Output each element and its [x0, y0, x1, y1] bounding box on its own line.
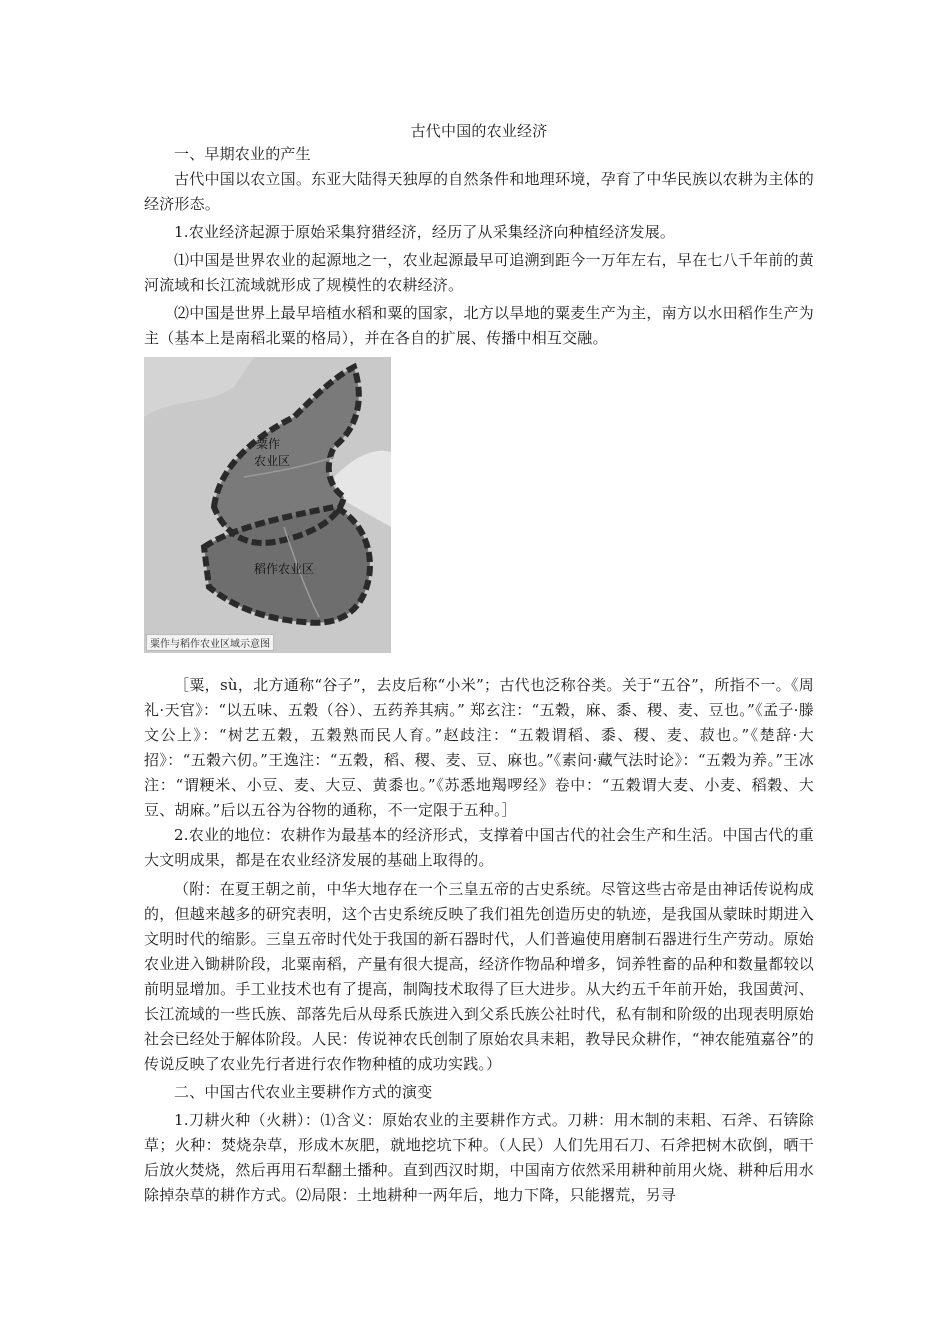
- paragraph-6: 2.农业的地位：农耕作为最基本的经济形式，支撑着中国古代的社会生产和生活。中国古代的重大文明成果，都是在农业经济发展的基础上取得的。: [144, 826, 814, 869]
- section-heading-2: 二、中国古代农业主要耕作方式的演变: [174, 1083, 433, 1101]
- map-label-rice-region: 稻作农业区: [254, 562, 315, 576]
- map-caption: 粟作与稻作农业区域示意图: [146, 634, 274, 651]
- map-label-millet-region: 农业区: [254, 454, 291, 468]
- paragraph-7: （附：在夏王朝之前，中华大地存在一个三皇五帝的古史系统。尽管这些古帝是由神话传说构成的，但越来越多的研究表明，这个古史系统反映了我们祖先创造历史的轨迹，是我国从蒙昧时期进入文明时代的缩影。三皇五帝时代处于我国的新石器时代，人们普遍使用磨制石器进行生产劳动。原始农业进入锄耕阶段，北粟南稻，产量有很大提高，经济作物品种增多，饲养牲畜的品种和数量都较以前明显增加。手工业技术也有了提高，制陶技术取得了巨大进步。从大约五千年前开始，我国黄河、长江流域的一些氏族、部落先后从母系氏族进入到父系氏族公社时代，私有制和阶级的出现表明原始社会已经处于解体阶段。人民：传说神农氏创制了原始农具耒耜，教导民众耕作，“神农能殖嘉谷”的传说反映了农业先行者进行农作物种植的成功实践。）: [144, 880, 814, 1073]
- map-graphic: [144, 357, 391, 653]
- agriculture-region-map: [144, 357, 391, 653]
- document-page: [144, 120, 814, 1208]
- paragraph-1: 古代中国以农立国。东亚大陆得天独厚的自然条件和地理环境，孕育了中华民族以农耕为主体的经济形态。: [144, 170, 814, 213]
- paragraph-2: 1.农业经济起源于原始采集狩猎经济，经历了从采集经济向种植经济发展。: [174, 223, 676, 241]
- paragraph-5: ［粟，sù，北方通称“谷子”，去皮后称“小米”；古代也泛称谷类。关于“五谷”，所指不一。《周礼·天官》：“以五味、五穀（谷）、五药养其病。” 郑玄注：“五穀，麻、黍、稷、麦、豆也。”《孟子·滕文公上》：“树艺五穀，五穀熟而民人育。”赵歧注：“五穀谓稻、黍、稷、麦、菽也。”《楚辞·大招》：“五穀六仞。”王逸注：“五穀，稻、稷、麦、豆、麻也。”《素问·藏气法时论》：“五穀为养。”王冰注：“谓粳米、小豆、麦、大豆、黄黍也。”《苏悉地羯啰经》卷中：“五穀谓大麦、小麦、稻穀、大豆、胡麻。”后以五谷为谷物的通称，不一定限于五种。］: [144, 676, 814, 819]
- paragraph-3: ⑴中国是世界农业的起源地之一，农业起源最早可追溯到距今一万年左右，早在七八千年前的黄河流域和长江流域就形成了规模性的农耕经济。: [144, 251, 814, 294]
- section-heading-1: 一、早期农业的产生: [174, 145, 311, 163]
- document-title: 古代中国的农业经济: [410, 122, 548, 140]
- paragraph-8: 1.刀耕火种（火耕）：⑴含义：原始农业的主要耕作方式。刀耕：用木制的耒耜、石斧、石锛除草；火种：焚烧杂草，形成木灰肥，就地挖坑下种。（人民）人们先用石刀、石斧把树木砍倒，晒干后放火焚烧，然后再用石犁翻土播种。直到西汉时期，中国南方依然采用耕种前用火烧、耕种后用水除掉杂草的耕作方式。⑵局限：土地耕种一两年后，地力下降，只能撂荒，另寻: [144, 1111, 814, 1204]
- paragraph-4: ⑵中国是世界上最早培植水稻和粟的国家，北方以旱地的粟麦生产为主，南方以水田稻作生产为主（基本上是南稻北粟的格局），并在各自的扩展、传播中相互交融。: [144, 304, 814, 347]
- map-label-millet: 粟作: [256, 437, 281, 451]
